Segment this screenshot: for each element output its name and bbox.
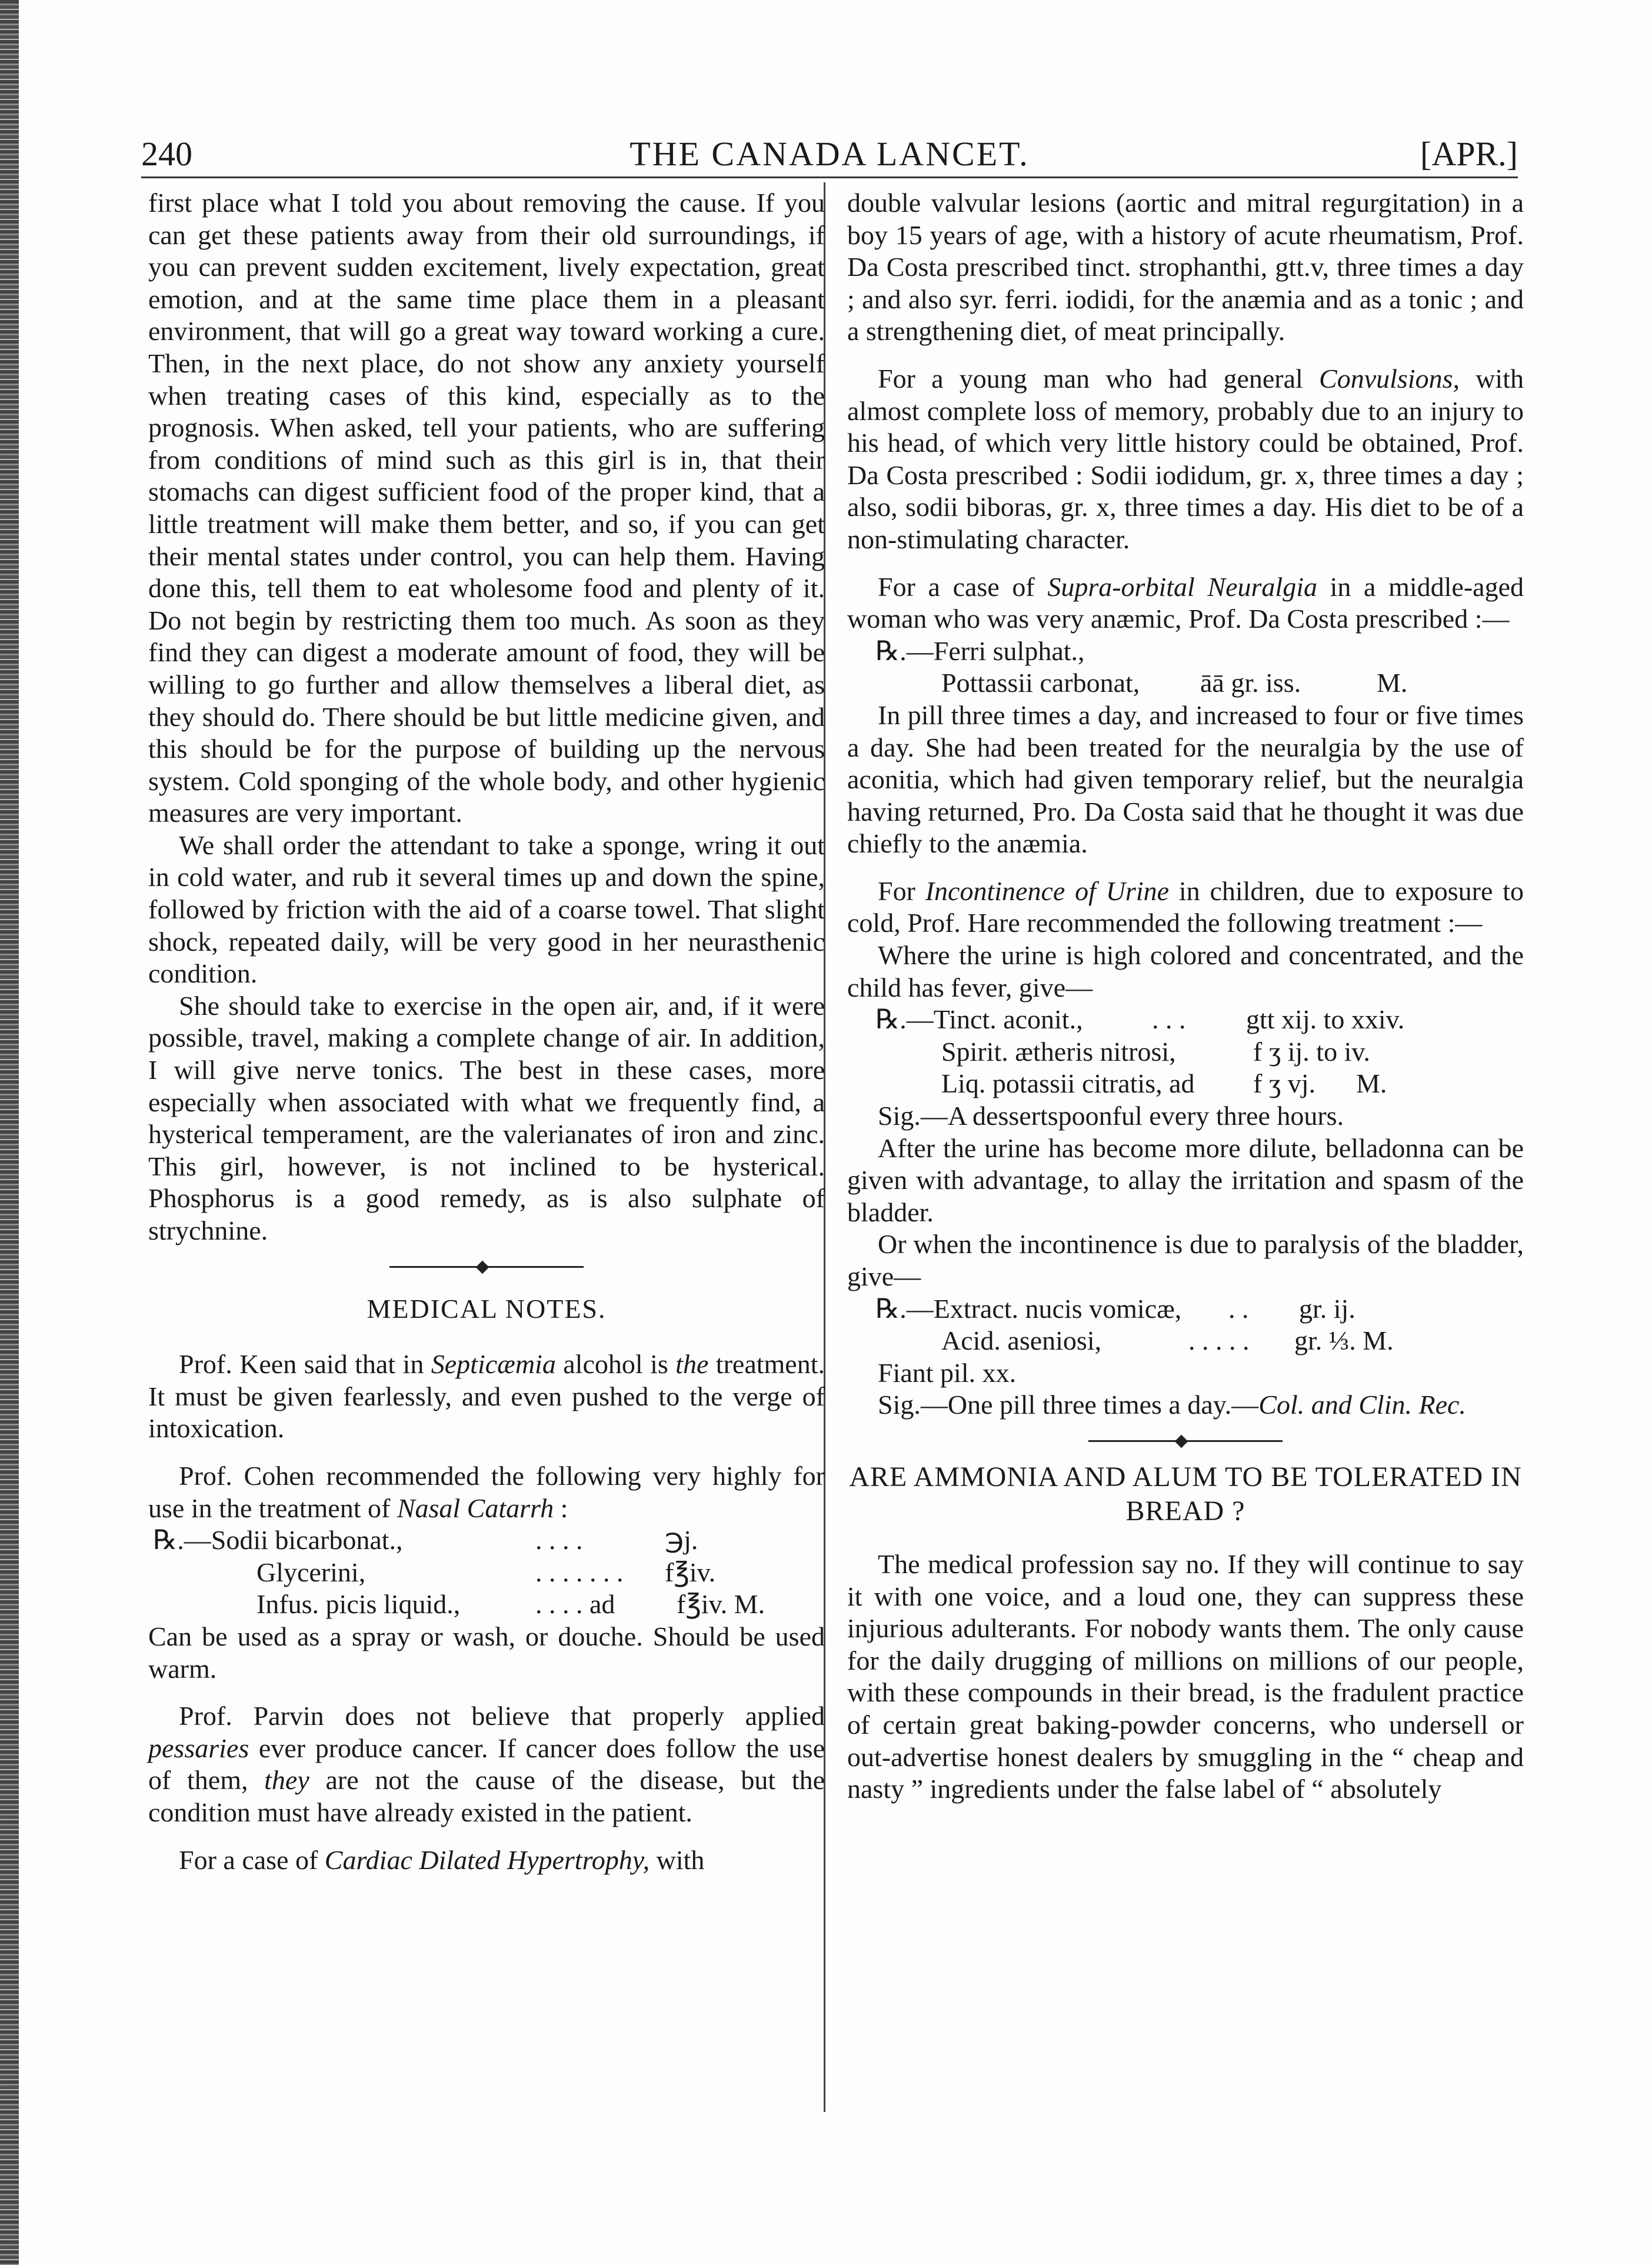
paragraph: We shall order the attendant to take a sponge, wring it out in cold water, and rub it several times up and down the spine, followed by friction with the aid of a coarse towel. That slight shock, repeated daily, will be very good in her neurasthenic condition. (148, 830, 825, 989)
header-rule (141, 176, 1518, 178)
note-keen: Prof. Keen said that in Septicæmia alcohol is the treatment. It must be given fearlessly, and even pushed to the verge of intoxication. (148, 1349, 825, 1444)
right-column (847, 187, 1524, 1806)
paragraph: The medical profession say no. If they will continue to say it with one voice, and a loud one, they can suppress these injurious adulterants. For nobody wants them. The only cause for the daily drugging of millions on millions of our people, with these compounds in their bread, is the fradulent practice of certain great baking-powder concerns, who undersell or out-advertise honest dealers by smuggling in the “ cheap and nasty ” ingredients under the false label of “ absolutely (847, 1548, 1524, 1804)
note-incontinence: For Incontinence of Urine in children, due to exposure to cold, Prof. Hare recommended the following treatment :— (847, 875, 1524, 938)
paragraph: Fiant pil. xx. (878, 1357, 1017, 1388)
paragraph: first place what I told you about removing the cause. If you can get these patients away from their old surroundings, if you can prevent sudden excitement, lively expectation, great emotion, and at the same time place them in a pleasant environment, that will go a great way toward working a cure. Then, in the next place, do not show any anxiety yourself when treating cases of this kind, especially as to the prognosis. When asked, tell your patients, who are suffering from conditions of mind such as this girl is in, that their stomachs can digest sufficient food of the proper kind, that a little treatment will make them better, and so, if you can get their mental states under control, you can help them. Having done this, tell them to eat wholesome food and plenty of it. Do not begin by restricting them too much. As soon as they find they can digest a moderate amount of food, they will be willing to go further and allow themselves a liberal diet, as they should do. There should be but little medicine given, and this should be for the purpose of building up the nervous system. Cold sponging of the whole body, and other hygienic measures are very important. (148, 188, 825, 828)
paragraph: double valvular lesions (aortic and mitral regurgitation) in a boy 15 years of age, with a history of acute rheumatism, Prof. Da Costa prescribed tinct. strophanthi, gtt.v, three times a day ; and also syr. ferri. iodidi, for the anæmia and as a tonic ; and a strengthening diet, of meat principally. (847, 188, 1524, 347)
note-signature: Sig.—One pill three times a day.—Col. and Clin. Rec. (878, 1390, 1466, 1420)
rx-line: Liq. potassii citratis, ad f ʒ vj. M. (941, 1068, 1387, 1099)
section-heading: MEDICAL NOTES. (367, 1293, 607, 1324)
paragraph: Can be used as a spray or wash, or douche. Should be used warm. (148, 1621, 825, 1684)
running-header (141, 134, 1518, 181)
section-divider (389, 1258, 584, 1275)
journal-title: THE CANADA LANCET. (630, 135, 1030, 173)
rx-line: ℞.—Sodii bicarbonat., . . . . ℈j. (153, 1525, 698, 1555)
rx-line: ℞.—Extract. nucis vomicæ, . . gr. ij. (875, 1293, 1355, 1324)
note-neuralgia: For a case of Supra-orbital Neuralgia in a middle-aged woman who was very anæmic, Prof. Da Costa prescribed :— (847, 571, 1524, 634)
prescription-neuralgia (847, 635, 1524, 700)
rx-line: Glycerini, . . . . . . . f℥iv. (257, 1557, 716, 1587)
rx-line: Acid. aseniosi, . . . . . gr. ⅓. M. (941, 1325, 1394, 1356)
note-parvin: Prof. Parvin does not believe that properly applied pessaries ever produce cancer. If cancer does follow the use of them, they are not the cause of the disease, but the condition must have already existed in the patient. (148, 1701, 825, 1827)
left-column (148, 187, 825, 1876)
rx-line: Spirit. ætheris nitrosi, f ʒ ij. to iv. (941, 1036, 1370, 1067)
paragraph: Sig.—A dessertspoonful every three hours. (878, 1101, 1344, 1131)
prescription-paralysis (847, 1293, 1524, 1357)
section-divider (1088, 1432, 1283, 1450)
rx-line: ℞.—Ferri sulphat., (875, 635, 1085, 666)
rx-line: ℞.—Tinct. aconit., . . . gtt xij. to xxiv. (875, 1004, 1405, 1035)
rx-line: Infus. picis liquid., . . . . ad f℥iv. M. (257, 1589, 765, 1620)
prescription-incontinence (847, 1004, 1524, 1100)
paragraph: Where the urine is high colored and concentrated, and the child has fever, give— (847, 940, 1524, 1002)
binding-edge (0, 0, 19, 2265)
note-convulsions: For a young man who had general Convulsions, with almost complete loss of memory, probably due to an injury to his head, of which very little history could be obtained, Prof. Da Costa prescribed : Sodii iodidum, gr. x, three times a day ; also, sodii biboras, gr. x, three times a day. His diet to be of a non-stimulating character. (847, 363, 1524, 554)
page-number: 240 (141, 135, 192, 173)
section-heading: ARE AMMONIA AND ALUM TO BE TOLERATED IN BREAD ? (849, 1461, 1522, 1527)
note-cohen: Prof. Cohen recommended the following very highly for use in the treatment of Nasal Catarrh : (148, 1460, 825, 1523)
paragraph: She should take to exercise in the open air, and, if it were possible, travel, making a complete change of air. In addition, I will give nerve tonics. The best in these cases, more especially when associated with what we frequently find, a hysterical temperament, are the valerianates of iron and zinc. This girl, however, is not inclined to be hysterical. Phosphorus is a good remedy, as is also sulphate of strychnine. (148, 990, 825, 1245)
paragraph: Or when the incontinence is due to paralysis of the bladder, give— (847, 1229, 1524, 1291)
paragraph: In pill three times a day, and increased to four or five times a day. She had been treated for the neuralgia by the use of aconitia, which had given temporary relief, but the neuralgia having returned, Pro. Da Costa said that he thought it was due chiefly to the anæmia. (847, 700, 1524, 859)
paragraph: After the urine has become more dilute, belladonna can be given with advantage, to allay the irritation and spasm of the bladder. (847, 1132, 1524, 1227)
rx-line: Pottassii carbonat, āā gr. iss. M. (941, 668, 1408, 698)
prescription-nasal (148, 1524, 825, 1621)
issue-month: [APR.] (1420, 135, 1518, 173)
note-cardiac: For a case of Cardiac Dilated Hypertrophy, with (179, 1844, 705, 1875)
